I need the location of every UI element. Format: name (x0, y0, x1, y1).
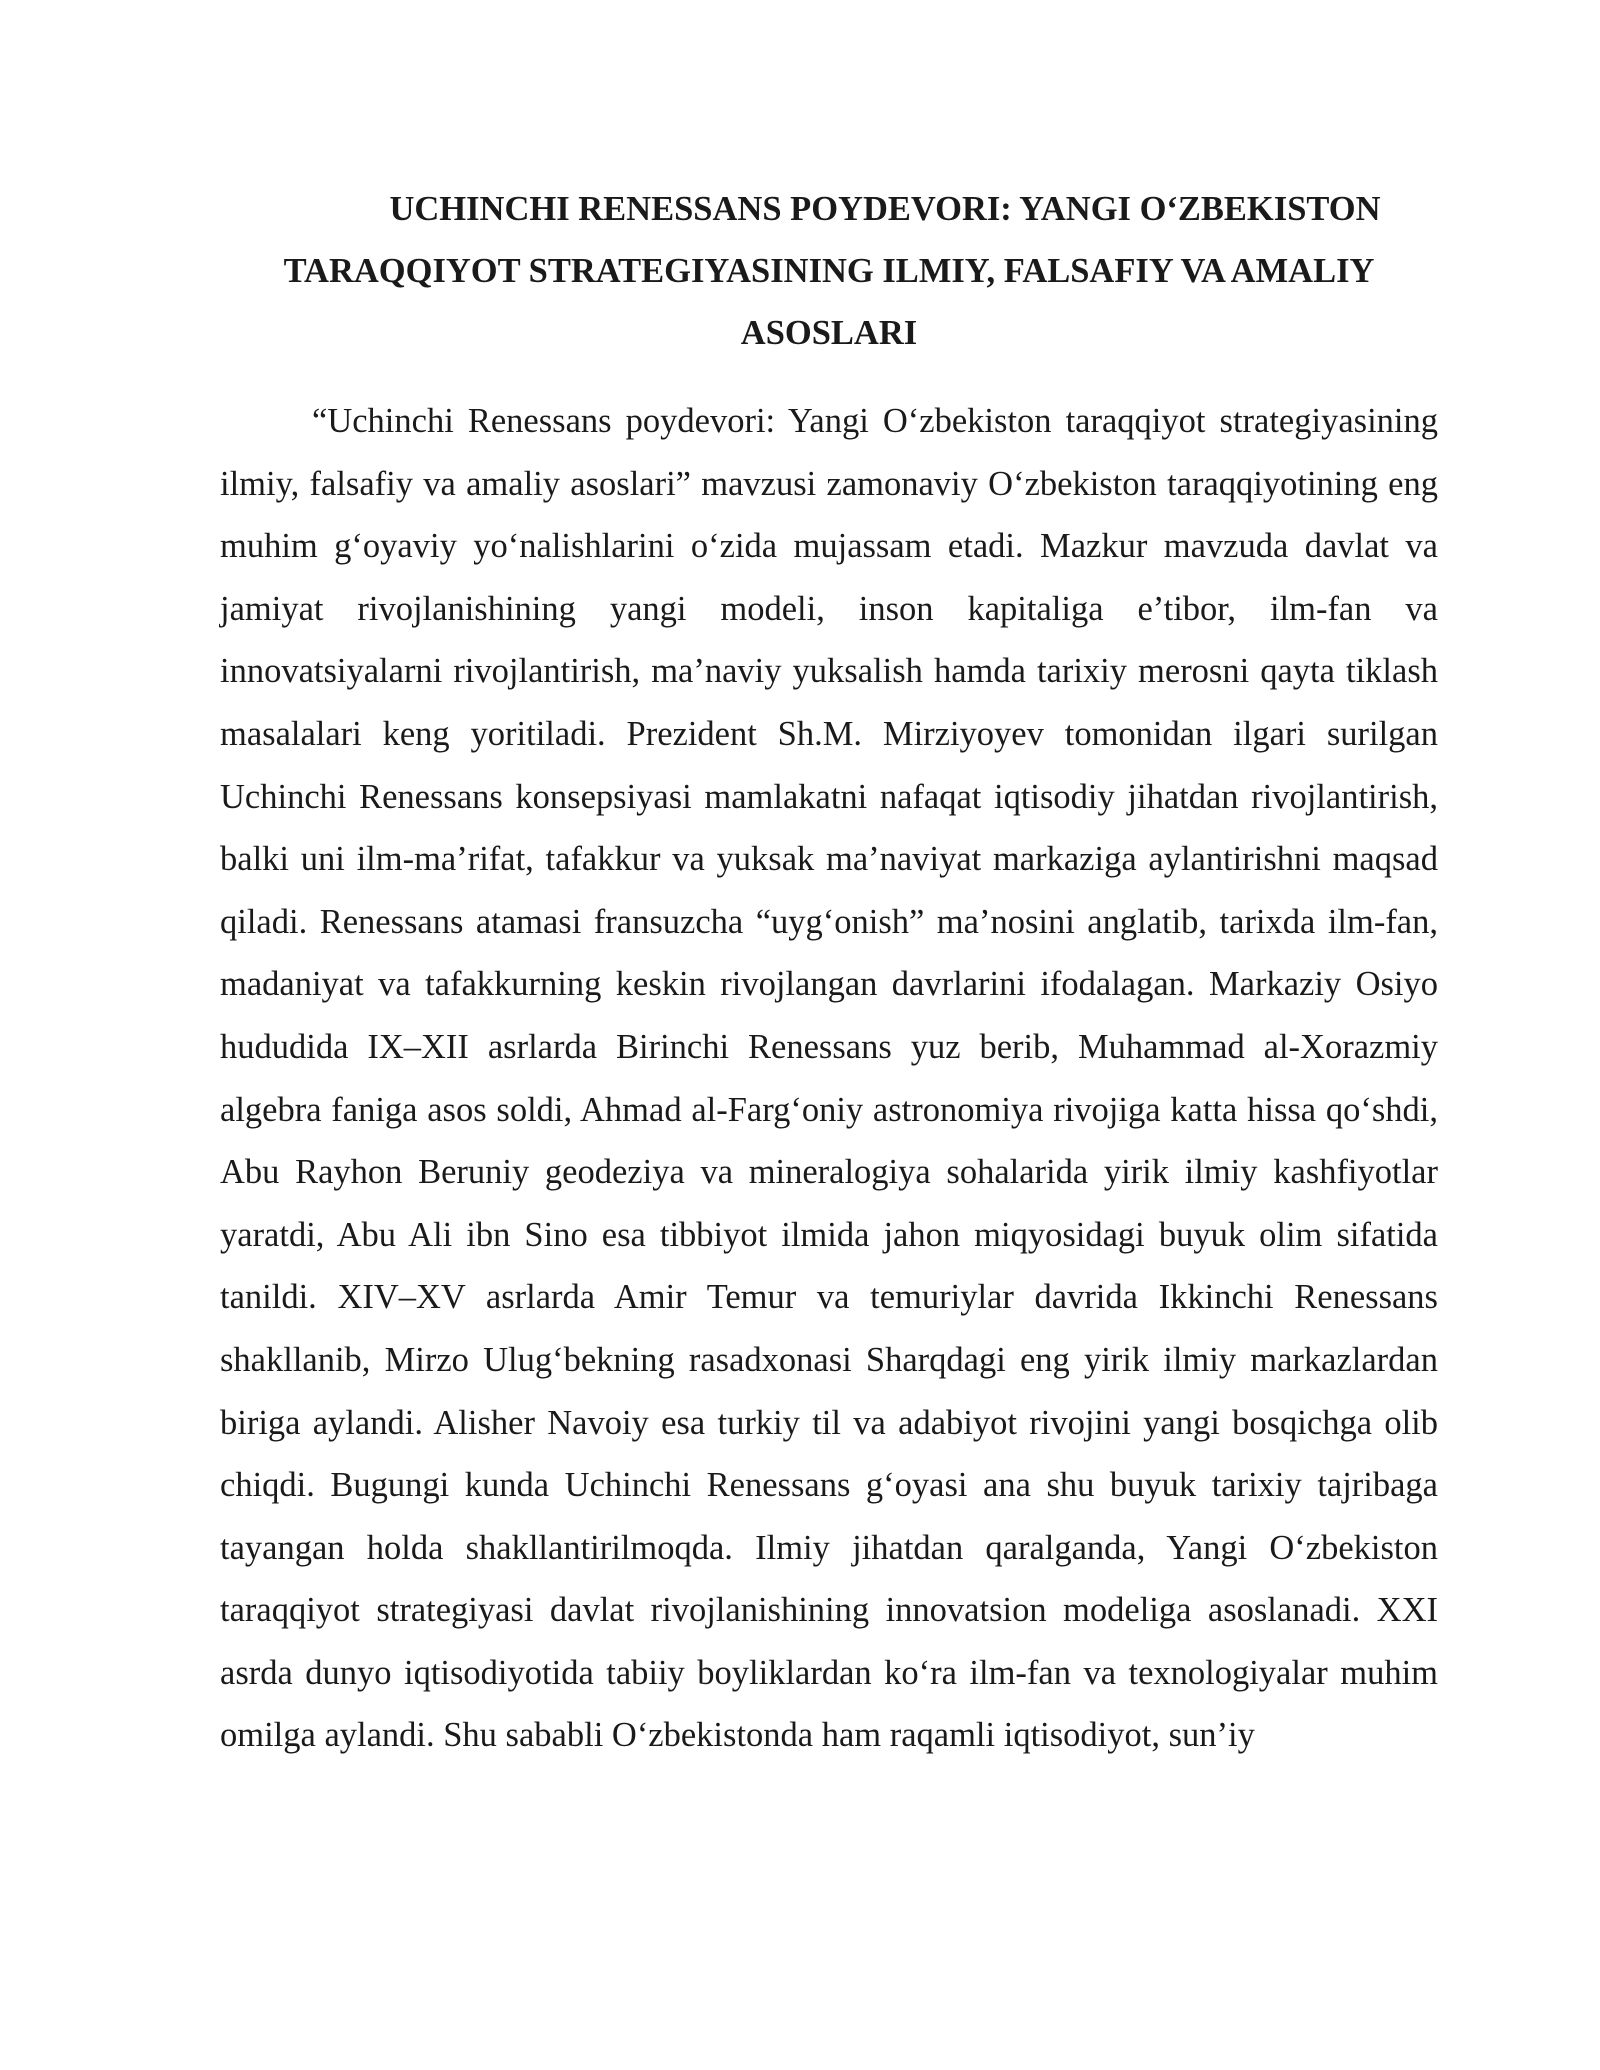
document-page (220, 178, 1438, 1767)
body-paragraph: “Uchinchi Renessans poydevori: Yangi O‘zbekiston taraqqiyot strategiyasining ilmiy, falsafiy va amaliy asoslari” mavzusi zamonaviy O‘zbekiston taraqqiyotining eng muhim g‘oyaviy yo‘nalishlarini o‘zida mujassam etadi. Mazkur mavzuda davlat va jamiyat rivojlanishining yangi modeli, inson kapitaliga e’tibor, ilm-fan va innovatsiyalarni rivojlantirish, ma’naviy yuksalish hamda tarixiy merosni qayta tiklash masalalari keng yoritiladi. Prezident Sh.M. Mirziyoyev tomonidan ilgari surilgan Uchinchi Renessans konsepsiyasi mamlakatni nafaqat iqtisodiy jihatdan rivojlantirish, balki uni ilm-ma’rifat, tafakkur va yuksak ma’naviyat markaziga aylantirishni maqsad qiladi. Renessans atamasi fransuzcha “uyg‘onish” ma’nosini anglatib, tarixda ilm-fan, madaniyat va tafakkurning keskin rivojlangan davrlarini ifodalagan. Markaziy Osiyo hududida IX–XII asrlarda Birinchi Renessans yuz berib, Muhammad al-Xorazmiy algebra faniga asos soldi, Ahmad al-Farg‘oniy astronomiya rivojiga katta hissa qo‘shdi, Abu Rayhon Beruniy geodeziya va mineralogiya sohalarida yirik ilmiy kashfiyotlar yaratdi, Abu Ali ibn Sino esa tibbiyot ilmida jahon miqyosidagi buyuk olim sifatida tanildi. XIV–XV asrlarda Amir Temur va temuriylar davrida Ikkinchi Renessans shakllanib, Mirzo Ulug‘bekning rasadxonasi Sharqdagi eng yirik ilmiy markazlardan biriga aylandi. Alisher Navoiy esa turkiy til va adabiyot rivojini yangi bosqichga olib chiqdi. Bugungi kunda Uchinchi Renessans g‘oyasi ana shu buyuk tarixiy tajribaga tayangan holda shakllantirilmoqda. Ilmiy jihatdan qaralganda, Yangi O‘zbekiston taraqqiyot strategiyasi davlat rivojlanishining innovatsion modeliga asoslanadi. XXI asrda dunyo iqtisodiyotida tabiiy boyliklardan ko‘ra ilm-fan va texnologiyalar muhim omilga aylandi. Shu sababli O‘zbekistonda ham raqamli iqtisodiyot, sun’iy (220, 402, 1438, 1755)
document-title: UCHINCHI RENESSANS POYDEVORI: YANGI O‘ZBEKISTON TARAQQIYOT STRATEGIYASINING ILMIY, FALSAFIY VA AMALIY ASOSLARI (283, 190, 1381, 352)
